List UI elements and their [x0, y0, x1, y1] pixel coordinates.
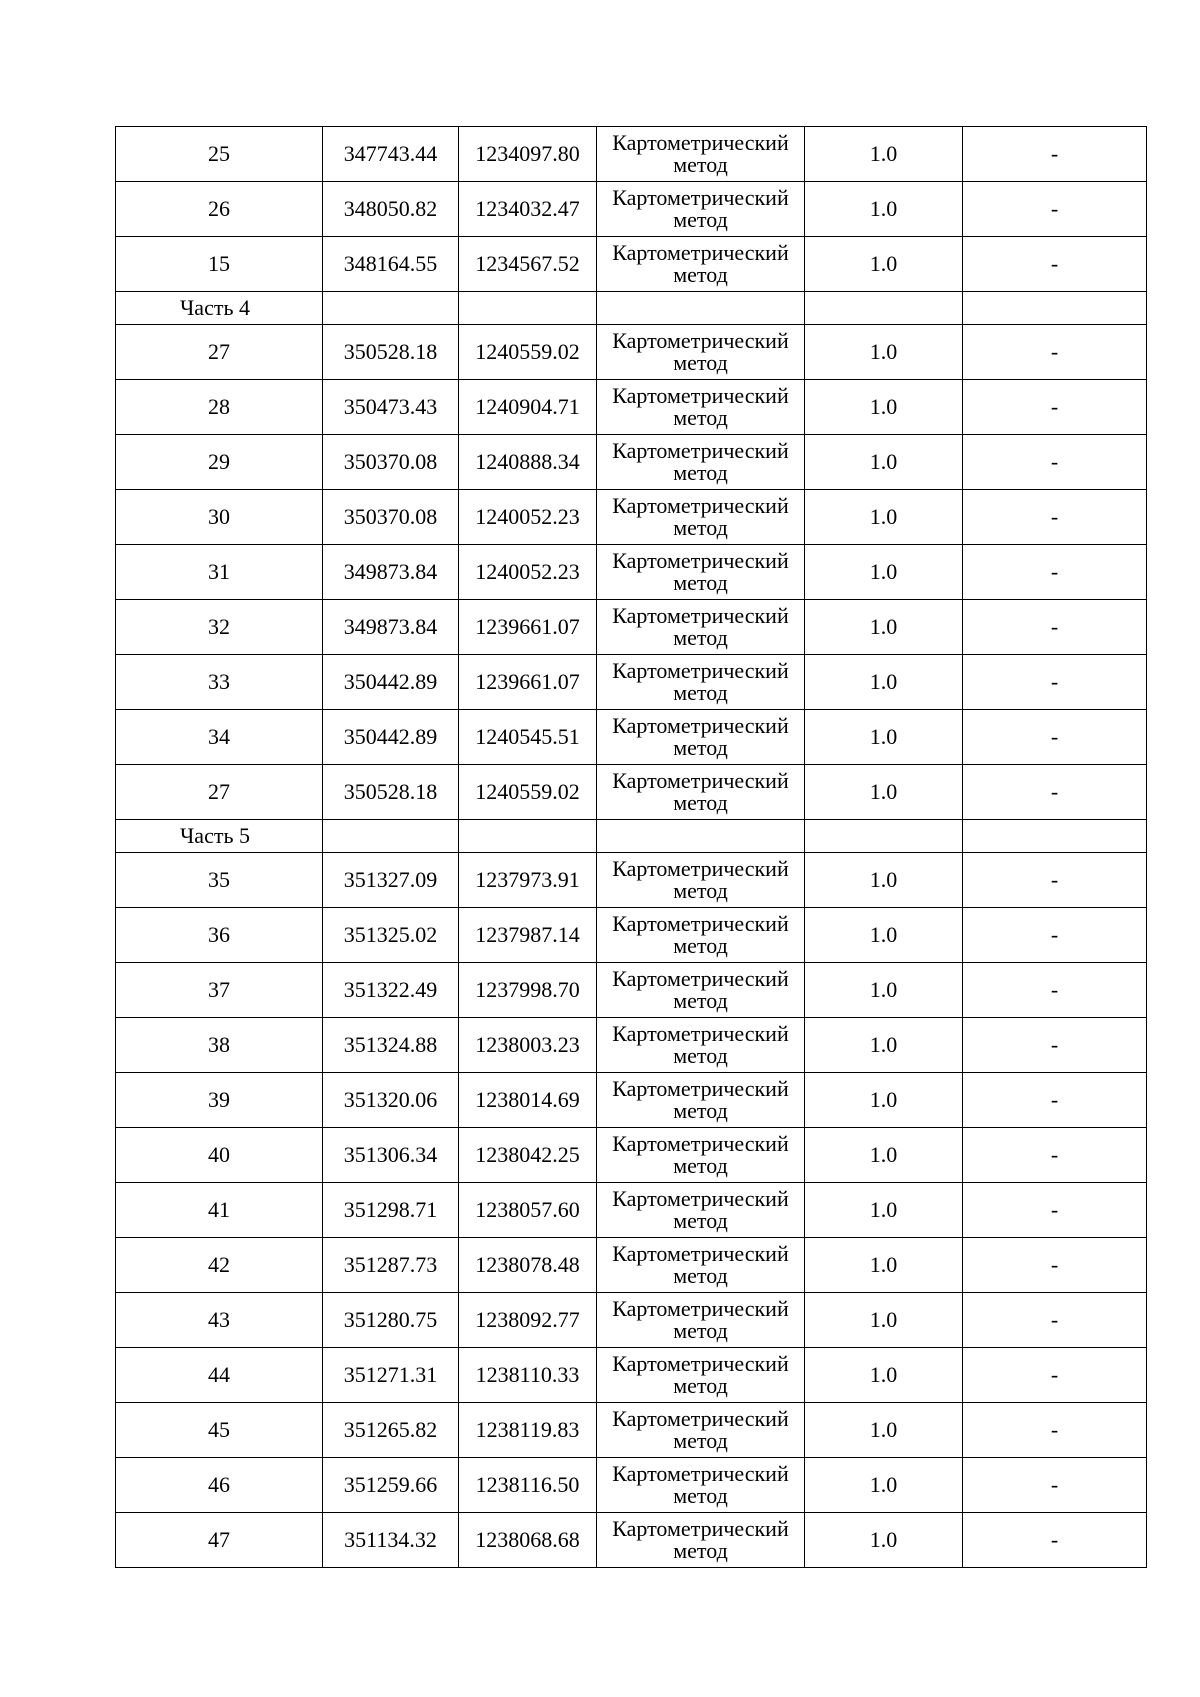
method-cell	[597, 1018, 805, 1073]
note: -	[963, 600, 1147, 655]
note: -	[963, 1128, 1147, 1183]
accuracy: 1.0	[805, 908, 963, 963]
note: -	[963, 1238, 1147, 1293]
accuracy: 1.0	[805, 237, 963, 292]
accuracy: 1.0	[805, 182, 963, 237]
method-line-2: метод	[673, 1153, 728, 1178]
note: -	[963, 1183, 1147, 1238]
point-number: 28	[116, 380, 323, 435]
coordinate-y: 1240052.23	[459, 490, 597, 545]
table-row	[116, 1403, 1147, 1458]
method-line-2: метод	[673, 1428, 728, 1453]
method-cell	[597, 1293, 805, 1348]
point-number: 37	[116, 963, 323, 1018]
coordinate-y: 1240888.34	[459, 435, 597, 490]
method-line-1: Картометрический	[612, 1241, 789, 1266]
point-number: 40	[116, 1128, 323, 1183]
table-row	[116, 1458, 1147, 1513]
method-line-1: Картометрический	[612, 185, 789, 210]
method-cell	[597, 435, 805, 490]
table-row	[116, 600, 1147, 655]
method-cell	[597, 1073, 805, 1128]
accuracy: 1.0	[805, 655, 963, 710]
method-line-1: Картометрический	[612, 328, 789, 353]
coordinate-y: 1234567.52	[459, 237, 597, 292]
coordinates-table	[115, 126, 1147, 1568]
method-cell	[597, 1403, 805, 1458]
coordinate-x: 347743.44	[323, 127, 459, 182]
coordinate-x: 350442.89	[323, 710, 459, 765]
table-row	[116, 963, 1147, 1018]
method-line-2: метод	[673, 1318, 728, 1343]
coordinate-y: 1237973.91	[459, 853, 597, 908]
table-row	[116, 380, 1147, 435]
method-cell	[597, 127, 805, 182]
method-cell	[597, 490, 805, 545]
table-row	[116, 1513, 1147, 1568]
point-number: 38	[116, 1018, 323, 1073]
method-cell	[597, 325, 805, 380]
accuracy: 1.0	[805, 1403, 963, 1458]
method-line-2: метод	[673, 1538, 728, 1563]
method-line-2: метод	[673, 1208, 728, 1233]
part-header-row	[116, 292, 1147, 325]
coordinate-y: 1238119.83	[459, 1403, 597, 1458]
coordinate-x: 351134.32	[323, 1513, 459, 1568]
method-cell	[597, 853, 805, 908]
method-line-1: Картометрический	[612, 130, 789, 155]
note: -	[963, 325, 1147, 380]
coordinate-y: 1237998.70	[459, 963, 597, 1018]
accuracy: 1.0	[805, 1458, 963, 1513]
coordinate-x: 351265.82	[323, 1403, 459, 1458]
accuracy: 1.0	[805, 710, 963, 765]
method-cell	[597, 237, 805, 292]
coordinate-x: 348164.55	[323, 237, 459, 292]
method-cell	[597, 1128, 805, 1183]
table-row	[116, 1348, 1147, 1403]
accuracy: 1.0	[805, 127, 963, 182]
method-line-1: Картометрический	[612, 768, 789, 793]
empty-cell	[805, 292, 963, 325]
accuracy: 1.0	[805, 1348, 963, 1403]
coordinate-x: 351320.06	[323, 1073, 459, 1128]
empty-cell	[323, 820, 459, 853]
point-number: 27	[116, 325, 323, 380]
point-number: 29	[116, 435, 323, 490]
method-line-1: Картометрический	[612, 1296, 789, 1321]
accuracy: 1.0	[805, 545, 963, 600]
point-number: 44	[116, 1348, 323, 1403]
note: -	[963, 655, 1147, 710]
empty-cell	[805, 820, 963, 853]
method-cell	[597, 963, 805, 1018]
part-header-row	[116, 820, 1147, 853]
table-row	[116, 237, 1147, 292]
method-line-1: Картометрический	[612, 493, 789, 518]
method-line-1: Картометрический	[612, 603, 789, 628]
method-line-1: Картометрический	[612, 713, 789, 738]
coordinate-y: 1240559.02	[459, 325, 597, 380]
note: -	[963, 237, 1147, 292]
coordinate-x: 351280.75	[323, 1293, 459, 1348]
method-line-1: Картометрический	[612, 911, 789, 936]
coordinate-x: 350370.08	[323, 490, 459, 545]
empty-cell	[459, 292, 597, 325]
coordinate-x: 351287.73	[323, 1238, 459, 1293]
empty-cell	[963, 820, 1147, 853]
point-number: 42	[116, 1238, 323, 1293]
table-row	[116, 490, 1147, 545]
table-row	[116, 1018, 1147, 1073]
table-row	[116, 1183, 1147, 1238]
coordinate-x: 350442.89	[323, 655, 459, 710]
method-line-2: метод	[673, 1043, 728, 1068]
note: -	[963, 1513, 1147, 1568]
point-number: 26	[116, 182, 323, 237]
coordinate-x: 351306.34	[323, 1128, 459, 1183]
method-line-1: Картометрический	[612, 856, 789, 881]
coordinate-y: 1238042.25	[459, 1128, 597, 1183]
method-cell	[597, 600, 805, 655]
method-line-1: Картометрический	[612, 383, 789, 408]
method-cell	[597, 1348, 805, 1403]
coordinate-x: 351324.88	[323, 1018, 459, 1073]
accuracy: 1.0	[805, 600, 963, 655]
coordinate-y: 1240052.23	[459, 545, 597, 600]
table-row	[116, 1073, 1147, 1128]
coordinate-y: 1238078.48	[459, 1238, 597, 1293]
method-line-1: Картометрический	[612, 1131, 789, 1156]
coordinate-x: 351322.49	[323, 963, 459, 1018]
point-number: 43	[116, 1293, 323, 1348]
accuracy: 1.0	[805, 380, 963, 435]
coordinate-x: 351259.66	[323, 1458, 459, 1513]
note: -	[963, 853, 1147, 908]
coordinate-y: 1234032.47	[459, 182, 597, 237]
method-cell	[597, 182, 805, 237]
point-number: 47	[116, 1513, 323, 1568]
coordinate-y: 1238003.23	[459, 1018, 597, 1073]
coordinate-x: 350370.08	[323, 435, 459, 490]
method-line-2: метод	[673, 405, 728, 430]
accuracy: 1.0	[805, 1513, 963, 1568]
method-line-2: метод	[673, 680, 728, 705]
method-cell	[597, 1183, 805, 1238]
table-row	[116, 1293, 1147, 1348]
method-line-1: Картометрический	[612, 548, 789, 573]
accuracy: 1.0	[805, 1238, 963, 1293]
accuracy: 1.0	[805, 963, 963, 1018]
method-line-2: метод	[673, 790, 728, 815]
point-number: 35	[116, 853, 323, 908]
coordinate-y: 1238068.68	[459, 1513, 597, 1568]
method-line-2: метод	[673, 625, 728, 650]
method-cell	[597, 1513, 805, 1568]
point-number: 31	[116, 545, 323, 600]
point-number: 34	[116, 710, 323, 765]
method-cell	[597, 1238, 805, 1293]
method-line-1: Картометрический	[612, 240, 789, 265]
coordinate-x: 351271.31	[323, 1348, 459, 1403]
method-line-2: метод	[673, 1373, 728, 1398]
method-line-2: метод	[673, 1483, 728, 1508]
method-line-2: метод	[673, 515, 728, 540]
note: -	[963, 765, 1147, 820]
method-line-1: Картометрический	[612, 1516, 789, 1541]
method-cell	[597, 765, 805, 820]
coordinate-y: 1238014.69	[459, 1073, 597, 1128]
accuracy: 1.0	[805, 853, 963, 908]
accuracy: 1.0	[805, 765, 963, 820]
method-cell	[597, 380, 805, 435]
method-line-1: Картометрический	[612, 658, 789, 683]
note: -	[963, 545, 1147, 600]
method-line-2: метод	[673, 262, 728, 287]
empty-cell	[459, 820, 597, 853]
table-row	[116, 853, 1147, 908]
point-number: 45	[116, 1403, 323, 1458]
table-row	[116, 710, 1147, 765]
coordinate-y: 1237987.14	[459, 908, 597, 963]
coordinates-table-body	[116, 127, 1147, 1568]
method-cell	[597, 908, 805, 963]
table-row	[116, 435, 1147, 490]
coordinate-x: 348050.82	[323, 182, 459, 237]
note: -	[963, 1403, 1147, 1458]
table-row	[116, 182, 1147, 237]
coordinate-y: 1239661.07	[459, 655, 597, 710]
accuracy: 1.0	[805, 1183, 963, 1238]
accuracy: 1.0	[805, 1128, 963, 1183]
note: -	[963, 127, 1147, 182]
point-number: 39	[116, 1073, 323, 1128]
coordinate-x: 349873.84	[323, 545, 459, 600]
table-row	[116, 1128, 1147, 1183]
coordinate-x: 350528.18	[323, 325, 459, 380]
accuracy: 1.0	[805, 490, 963, 545]
note: -	[963, 1018, 1147, 1073]
point-number: 33	[116, 655, 323, 710]
point-number: 32	[116, 600, 323, 655]
table-row	[116, 908, 1147, 963]
table-row	[116, 765, 1147, 820]
note: -	[963, 1293, 1147, 1348]
point-number: 41	[116, 1183, 323, 1238]
point-number: 15	[116, 237, 323, 292]
coordinate-x: 351325.02	[323, 908, 459, 963]
method-line-1: Картометрический	[612, 1461, 789, 1486]
coordinate-x: 350473.43	[323, 380, 459, 435]
method-line-1: Картометрический	[612, 966, 789, 991]
coordinate-y: 1239661.07	[459, 600, 597, 655]
method-line-1: Картометрический	[612, 1076, 789, 1101]
coordinate-x: 351327.09	[323, 853, 459, 908]
accuracy: 1.0	[805, 435, 963, 490]
accuracy: 1.0	[805, 1073, 963, 1128]
method-line-2: метод	[673, 1263, 728, 1288]
table-row	[116, 127, 1147, 182]
coordinate-y: 1238057.60	[459, 1183, 597, 1238]
method-cell	[597, 1458, 805, 1513]
table-row	[116, 1238, 1147, 1293]
method-line-2: метод	[673, 735, 728, 760]
method-cell	[597, 655, 805, 710]
coordinate-y: 1240545.51	[459, 710, 597, 765]
note: -	[963, 1348, 1147, 1403]
point-number: 30	[116, 490, 323, 545]
note: -	[963, 182, 1147, 237]
part-label: Часть 5	[116, 820, 323, 853]
table-row	[116, 325, 1147, 380]
method-line-2: метод	[673, 460, 728, 485]
coordinate-y: 1238110.33	[459, 1348, 597, 1403]
empty-cell	[597, 820, 805, 853]
method-line-1: Картометрический	[612, 1021, 789, 1046]
note: -	[963, 435, 1147, 490]
coordinate-y: 1240559.02	[459, 765, 597, 820]
note: -	[963, 490, 1147, 545]
method-line-2: метод	[673, 570, 728, 595]
coordinate-y: 1238116.50	[459, 1458, 597, 1513]
method-line-2: метод	[673, 152, 728, 177]
point-number: 46	[116, 1458, 323, 1513]
coordinate-y: 1234097.80	[459, 127, 597, 182]
point-number: 25	[116, 127, 323, 182]
note: -	[963, 380, 1147, 435]
method-line-2: метод	[673, 1098, 728, 1123]
note: -	[963, 1073, 1147, 1128]
method-line-1: Картометрический	[612, 1406, 789, 1431]
method-line-1: Картометрический	[612, 1186, 789, 1211]
method-line-1: Картометрический	[612, 438, 789, 463]
method-cell	[597, 545, 805, 600]
accuracy: 1.0	[805, 325, 963, 380]
empty-cell	[963, 292, 1147, 325]
accuracy: 1.0	[805, 1018, 963, 1073]
coordinate-x: 349873.84	[323, 600, 459, 655]
table-row	[116, 545, 1147, 600]
part-label: Часть 4	[116, 292, 323, 325]
coordinate-y: 1240904.71	[459, 380, 597, 435]
note: -	[963, 1458, 1147, 1513]
note: -	[963, 710, 1147, 765]
empty-cell	[323, 292, 459, 325]
coordinate-x: 351298.71	[323, 1183, 459, 1238]
method-line-1: Картометрический	[612, 1351, 789, 1376]
method-cell	[597, 710, 805, 765]
method-line-2: метод	[673, 988, 728, 1013]
method-line-2: метод	[673, 878, 728, 903]
note: -	[963, 963, 1147, 1018]
point-number: 27	[116, 765, 323, 820]
note: -	[963, 908, 1147, 963]
empty-cell	[597, 292, 805, 325]
coordinate-x: 350528.18	[323, 765, 459, 820]
coordinate-y: 1238092.77	[459, 1293, 597, 1348]
method-line-2: метод	[673, 350, 728, 375]
point-number: 36	[116, 908, 323, 963]
method-line-2: метод	[673, 933, 728, 958]
table-row	[116, 655, 1147, 710]
accuracy: 1.0	[805, 1293, 963, 1348]
method-line-2: метод	[673, 207, 728, 232]
